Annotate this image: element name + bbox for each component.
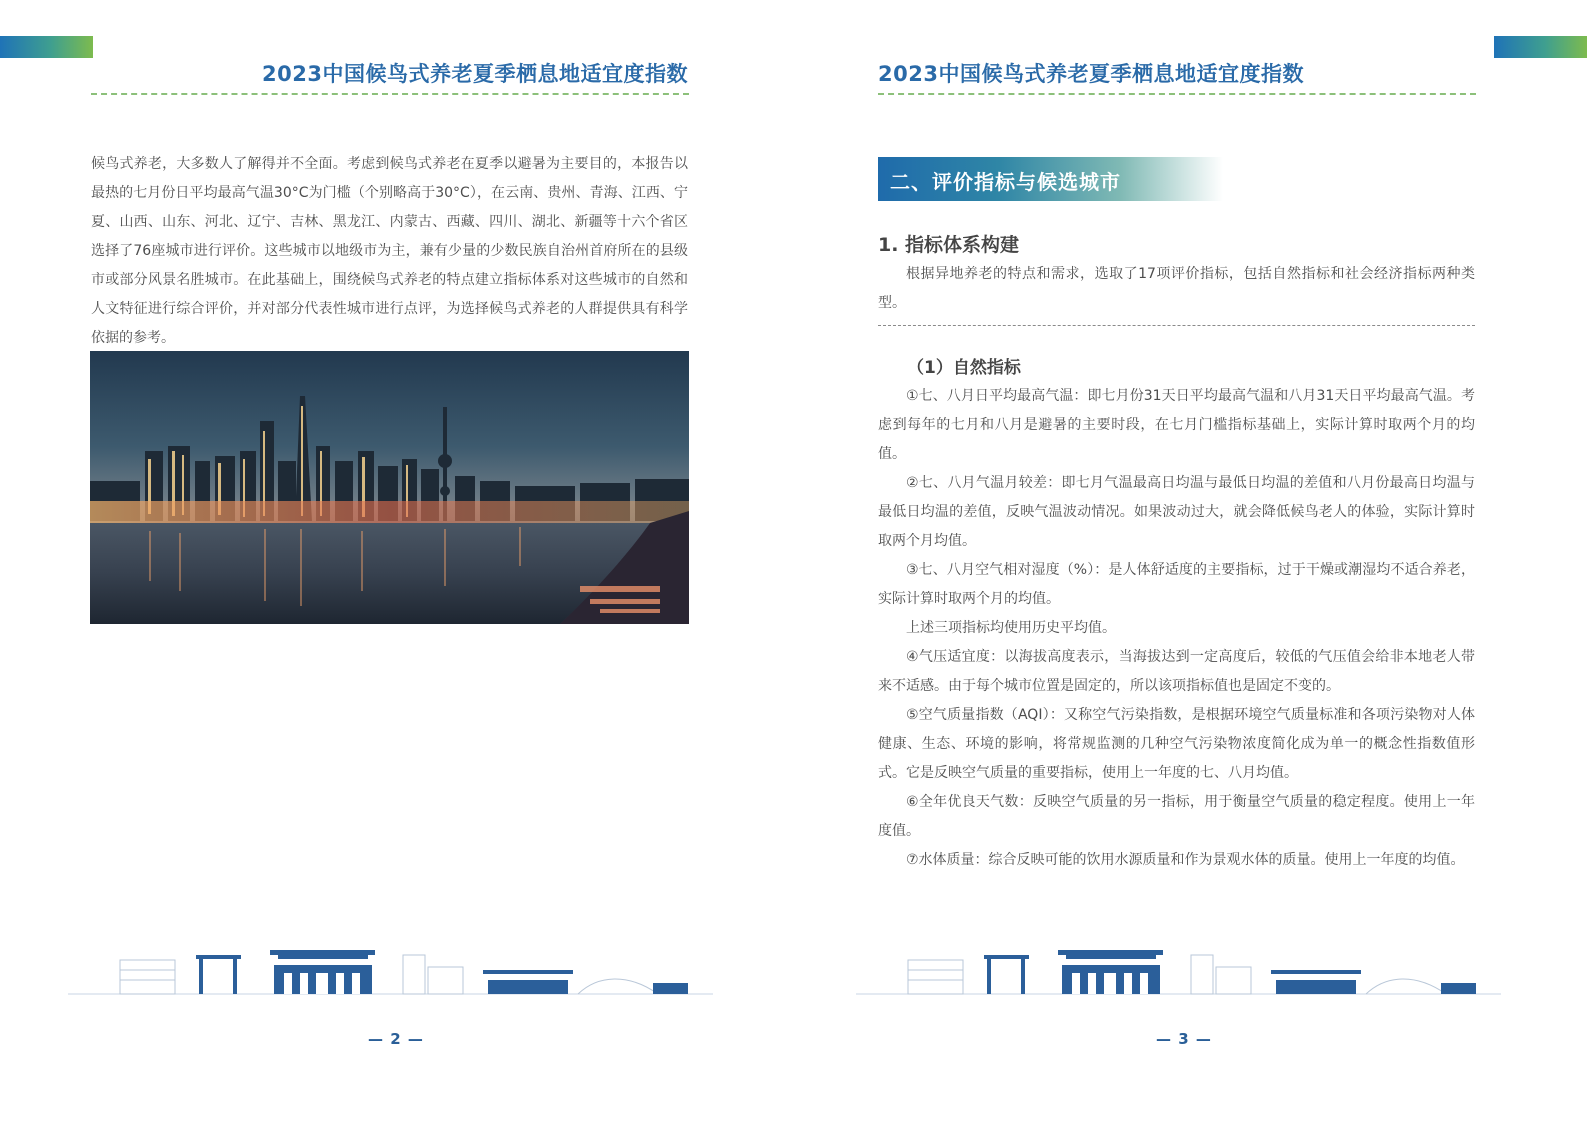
- title-divider: [878, 93, 1476, 95]
- dashed-divider: [878, 325, 1475, 326]
- running-title: 2023中国候鸟式养老夏季栖息地适宜度指数: [262, 62, 688, 86]
- indicator-item: ⑦水体质量：综合反映可能的饮用水源质量和作为景观水体的质量。使用上一年度的均值。: [906, 852, 1465, 868]
- page-number: — 3 —: [1156, 1030, 1212, 1048]
- footer-skyline-illustration: [68, 935, 713, 1000]
- title-divider: [91, 93, 689, 95]
- right-page: [794, 0, 1587, 1123]
- indicator-item: ④气压适宜度：以海拔高度表示，当海拔达到一定高度后，较低的气压值会给非本地老人带来不适感。由于每个城市位置是固定的，所以该项指标值也是固定不变的。: [878, 649, 1475, 694]
- subsection-intro: 根据异地养老的特点和需求，选取了17项评价指标，包括自然指标和社会经济指标两种类型。: [878, 266, 1475, 311]
- left-page: [0, 0, 793, 1123]
- indicator-item: ③七、八月空气相对湿度（%）：是人体舒适度的主要指标，过于干燥或潮湿均不适合养老，实际计算时取两个月的均值。: [878, 562, 1475, 607]
- indicator-item: ②七、八月气温月较差：即七月气温最高日均温与最低日均温的差值和八月份最高日均温与最低日均温的差值，反映气温波动情况。如果波动过大，就会降低候鸟老人的体验，实际计算时取两个月均值。: [878, 475, 1475, 549]
- indicator-list: [878, 382, 1475, 875]
- indicator-item: ⑤空气质量指数（AQI）：又称空气污染指数，是根据环境空气质量标准和各项污染物对人体健康、生态、环境的影响，将常规监测的几种空气污染物浓度简化成为单一的概念性指数值形式。它是反映空气质量的重要指标，使用上一年度的七、八月均值。: [878, 707, 1475, 781]
- section-title: 二、评价指标与候选城市: [890, 170, 1121, 194]
- corner-accent-bar: [1494, 36, 1587, 58]
- running-title: 2023中国候鸟式养老夏季栖息地适宜度指数: [878, 62, 1304, 86]
- page-number: — 2 —: [368, 1030, 424, 1048]
- indicator-item: ⑥全年优良天气数：反映空气质量的另一指标，用于衡量空气质量的稳定程度。使用上一年度值。: [878, 794, 1475, 839]
- city-night-skyline-photo: [90, 351, 689, 624]
- corner-accent-bar: [0, 36, 93, 58]
- footer-skyline-illustration: [856, 935, 1501, 1000]
- indicator-item: ①七、八月日平均最高气温：即七月份31天日平均最高气温和八月31天日平均最高气温。考虑到每年的七月和八月是避暑的主要时段，在七月门槛指标基础上，实际计算时取两个月的均值。: [878, 388, 1475, 462]
- skyline-photo-illustration: [90, 351, 689, 624]
- indicator-note: 上述三项指标均使用历史平均值。: [906, 620, 1116, 636]
- natural-indicators-heading: （1）自然指标: [907, 358, 1021, 378]
- intro-paragraph: 候鸟式养老，大多数人了解得并不全面。考虑到候鸟式养老在夏季以避暑为主要目的，本报告以最热的七月份日平均最高气温30°C为门槛（个别略高于30°C），在云南、贵州、青海、江西、宁夏、山西、山东、河北、辽宁、吉林、黑龙江、内蒙古、西藏、四川、湖北、新疆等十六个省区选择了76座城市进行评价。这些城市以地级市为主，兼有少量的少数民族自治州首府所在的县级市或部分风景名胜城市。在此基础上，围绕候鸟式养老的特点建立指标体系对这些城市的自然和人文特征进行综合评价，并对部分代表性城市进行点评，为选择候鸟式养老的人群提供具有科学依据的参考。: [91, 156, 688, 346]
- section-title-banner: [878, 157, 1223, 201]
- subsection-heading: 1. 指标体系构建: [878, 234, 1020, 256]
